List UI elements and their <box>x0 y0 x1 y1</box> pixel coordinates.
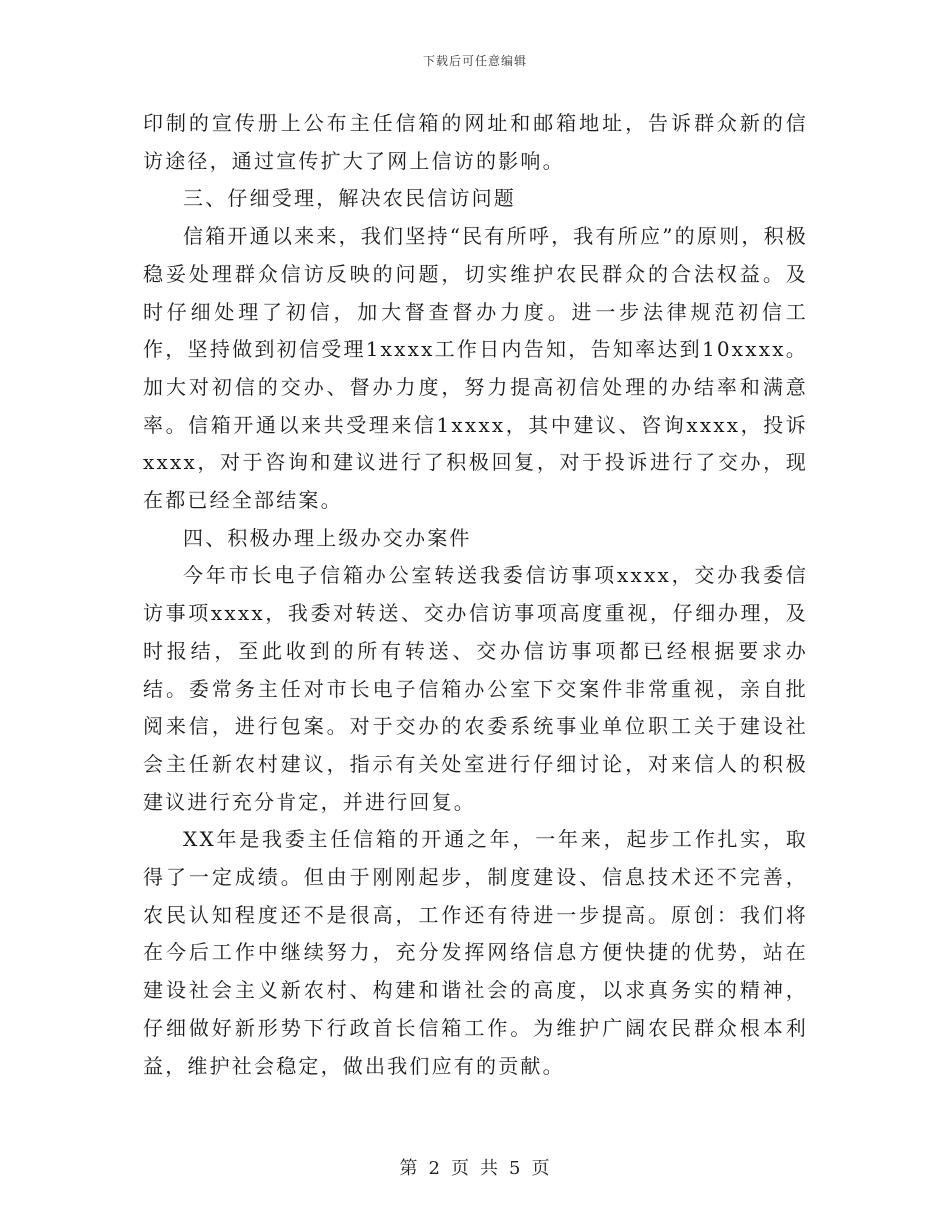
total-pages: 5 <box>509 1158 522 1179</box>
section-heading-4: 四、积极办理上级办交办案件 <box>183 525 472 550</box>
page-label: 页 <box>451 1158 470 1179</box>
paragraph: XX年是我委主任信箱的开通之年，一年来，起步工作扎实，取得了一定成绩。但由于刚刚起步，制度建设、信息技术还不完善，农民认知程度还不是很高，工作还有待进一步提高。原创：我们将在今后工作中继续努力，充分发挥网络信息方便快捷的优势，站在建设社会主义新农村、构建和谐社会的高度，以求真务实的精神，仔细做好新形势下行政首长信箱工作。为维护广阔农民群众根本利益，维护社会稳定，做出我们应有的贡献。 <box>143 827 808 1078</box>
header-note: 下载后可任意编辑 <box>422 54 527 68</box>
section-heading-3: 三、仔细受理，解决农民信访问题 <box>183 186 516 211</box>
paragraph: 今年市长电子信箱办公室转送我委信访事项xxxx，交办我委信访事项xxxx，我委对转送、交办信访事项高度重视，仔细办理，及时报结，至此收到的所有转送、交办信访事项都已经根据要求办结。委常务主任对市长电子信箱办公室下交案件非常重视，亲自批阅来信，进行包案。对于交办的农委系统事业单位职工关于建设社会主任新农村建议，指示有关处室进行仔细讨论，对来信人的积极建议进行充分肯定，并进行回复。 <box>143 563 808 814</box>
page-prefix: 第 <box>399 1158 419 1179</box>
total-label: 页 <box>531 1158 551 1179</box>
page-number: 2 <box>428 1158 441 1179</box>
page-footer <box>0 1154 950 1180</box>
paragraph: 信箱开通以来来，我们坚持“民有所呼，我有所应”的原则，积极稳妥处理群众信访反映的问题，切实维护农民群众的合法权益。及时仔细处理了初信，加大督查督办力度。进一步法律规范初信工作，坚持做到初信受理1xxxx工作日内告知，告知率达到10xxxx。加大对初信的交办、督办力度，努力提高初信处理的办结率和满意率。信箱开通以来共受理来信1xxxx，其中建议、咨询xxxx，投诉xxxx，对于咨询和建议进行了积极回复，对于投诉进行了交办，现在都已经全部结案。 <box>143 224 808 513</box>
document-body <box>143 105 808 1085</box>
total-prefix: 共 <box>480 1158 499 1179</box>
paragraph-continuation: 印制的宣传册上公布主任信箱的网址和邮箱地址，告诉群众新的信访途径，通过宣传扩大了网上信访的影响。 <box>143 111 808 173</box>
